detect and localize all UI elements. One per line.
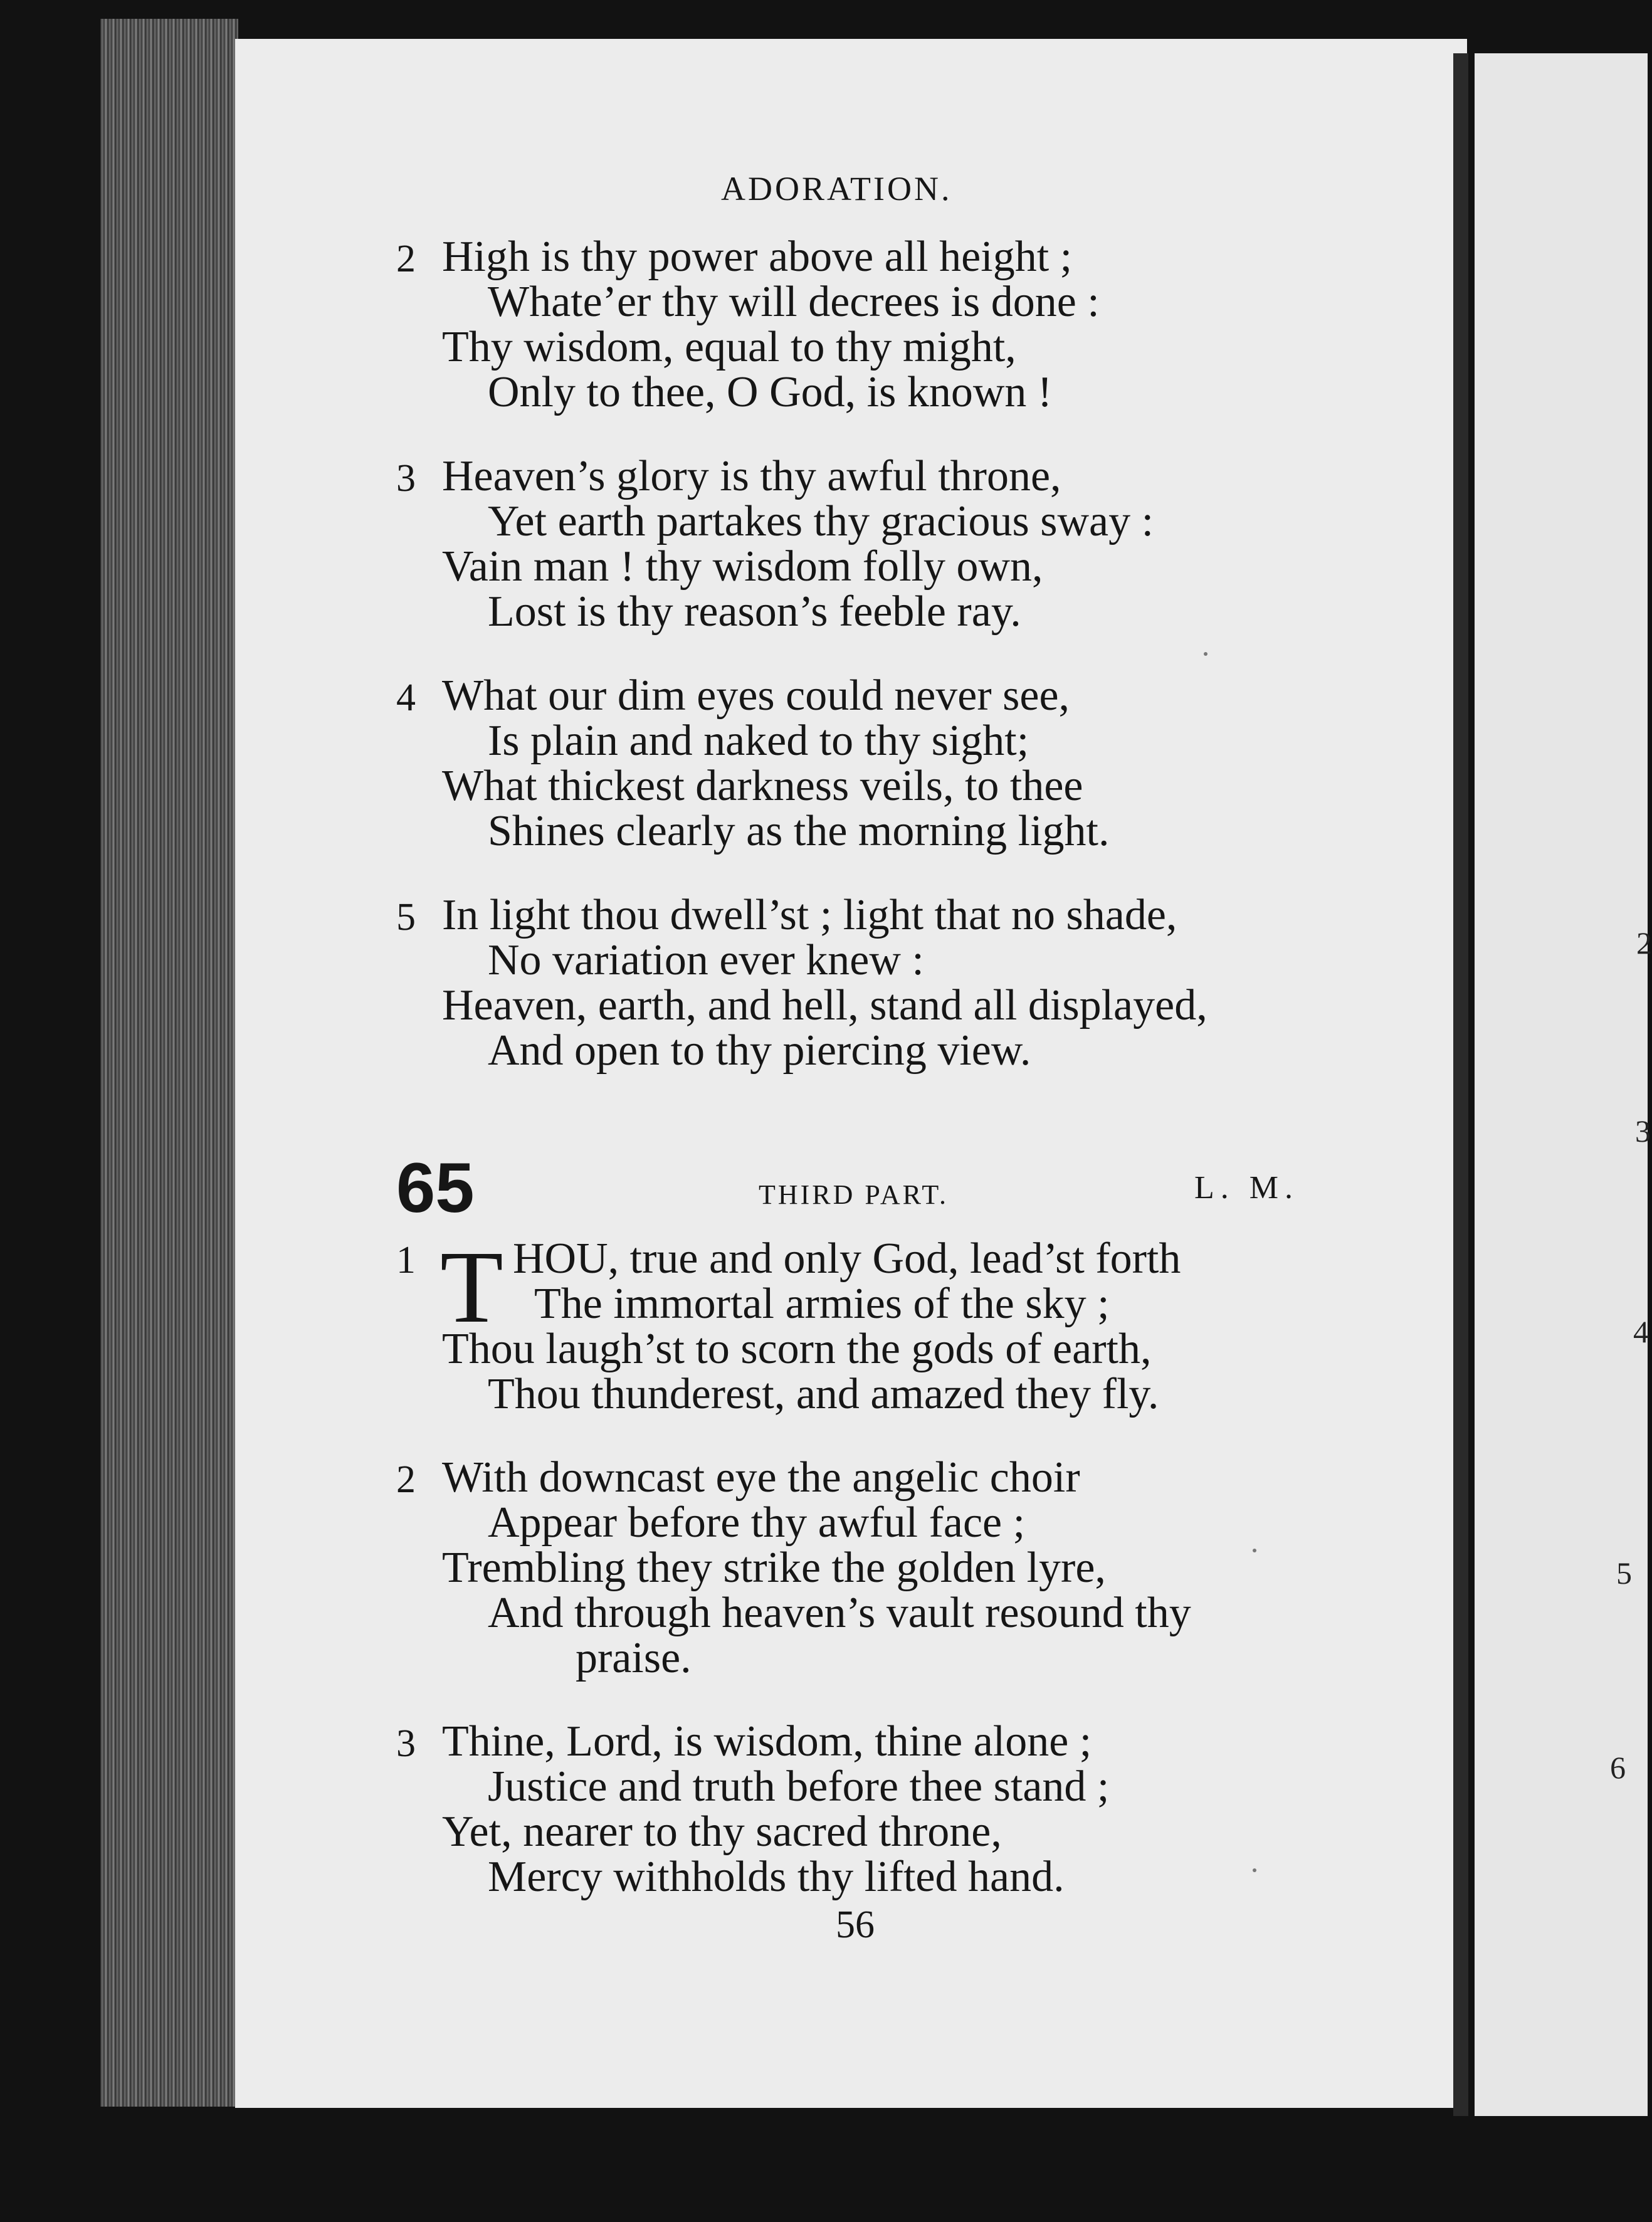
- facing-verse-number: 3: [1635, 1114, 1651, 1149]
- verse-line: Trembling they strike the golden lyre,: [442, 1544, 1106, 1592]
- verse-line: And open to thy piercing view.: [488, 1026, 1031, 1075]
- facing-verse-number: 5: [1616, 1556, 1632, 1591]
- verse-number: 3: [396, 457, 416, 500]
- verse-line: praise.: [576, 1634, 692, 1682]
- verse-number: 5: [396, 896, 416, 939]
- verse-number: 2: [396, 238, 416, 280]
- verse-number: 3: [396, 1722, 416, 1765]
- verse-number: 1: [396, 1239, 416, 1282]
- facing-page: [1475, 53, 1652, 2116]
- verse-line: Thou laugh’st to scorn the gods of earth,: [442, 1325, 1152, 1373]
- verse-line: Heaven, earth, and hell, stand all displayed,: [442, 981, 1207, 1029]
- verse-line: Lost is thy reason’s feeble ray.: [488, 587, 1021, 636]
- facing-verse-number: 2: [1636, 925, 1652, 961]
- gutter-shadow: [1453, 53, 1468, 2116]
- verse-line: High is thy power above all height ;: [442, 233, 1073, 281]
- page-number: 56: [836, 1903, 875, 1946]
- verse-line: What thickest darkness veils, to thee: [442, 762, 1083, 810]
- verse-line: Yet, nearer to thy sacred throne,: [442, 1808, 1002, 1856]
- verse-line: And through heaven’s vault resound thy: [488, 1589, 1191, 1637]
- verse-number: 2: [396, 1458, 416, 1501]
- ink-speck: [1253, 1868, 1256, 1872]
- verse-line: With downcast eye the angelic choir: [442, 1453, 1080, 1502]
- verse-line: Justice and truth before thee stand ;: [488, 1762, 1110, 1811]
- ink-speck: [1253, 1549, 1256, 1552]
- verse-line: Thou thunderest, and amazed they fly.: [488, 1370, 1159, 1418]
- verse-line: Mercy withholds thy lifted hand.: [488, 1853, 1065, 1901]
- verse-line: Heaven’s glory is thy awful throne,: [442, 452, 1061, 500]
- verse-line: Yet earth partakes thy gracious sway :: [488, 497, 1154, 545]
- verse-line: Whate’er thy will decrees is done :: [488, 278, 1100, 326]
- verse-line: Only to thee, O God, is known !: [488, 368, 1053, 416]
- verse-line: Is plain and naked to thy sight;: [488, 717, 1029, 765]
- verse-line: Vain man ! thy wisdom folly own,: [442, 542, 1043, 591]
- verse-line: Appear before thy awful face ;: [488, 1498, 1026, 1547]
- verse-line: HOU, true and only God, lead’st forth: [513, 1235, 1181, 1283]
- part-title: THIRD PART.: [759, 1179, 949, 1210]
- running-head: ADORATION.: [721, 170, 952, 208]
- ink-speck: [1204, 652, 1207, 656]
- verse-line: In light thou dwell’st ; light that no shade,: [442, 891, 1177, 939]
- verse-line: What our dim eyes could never see,: [442, 671, 1070, 720]
- page-edges: [100, 19, 238, 2107]
- drop-cap: T: [440, 1229, 503, 1344]
- facing-verse-number: 6: [1610, 1750, 1626, 1785]
- facing-verse-number: 4: [1633, 1314, 1649, 1349]
- meter-label: L. M.: [1194, 1170, 1299, 1206]
- verse-number: 4: [396, 677, 416, 719]
- verse-line: Thine, Lord, is wisdom, thine alone ;: [442, 1717, 1092, 1766]
- hymn-number: 65: [396, 1149, 475, 1227]
- verse-line: Thy wisdom, equal to thy might,: [442, 323, 1016, 371]
- verse-line: No variation ever knew :: [488, 936, 924, 984]
- verse-line: Shines clearly as the morning light.: [488, 807, 1110, 855]
- verse-line: The immortal armies of the sky ;: [534, 1280, 1110, 1328]
